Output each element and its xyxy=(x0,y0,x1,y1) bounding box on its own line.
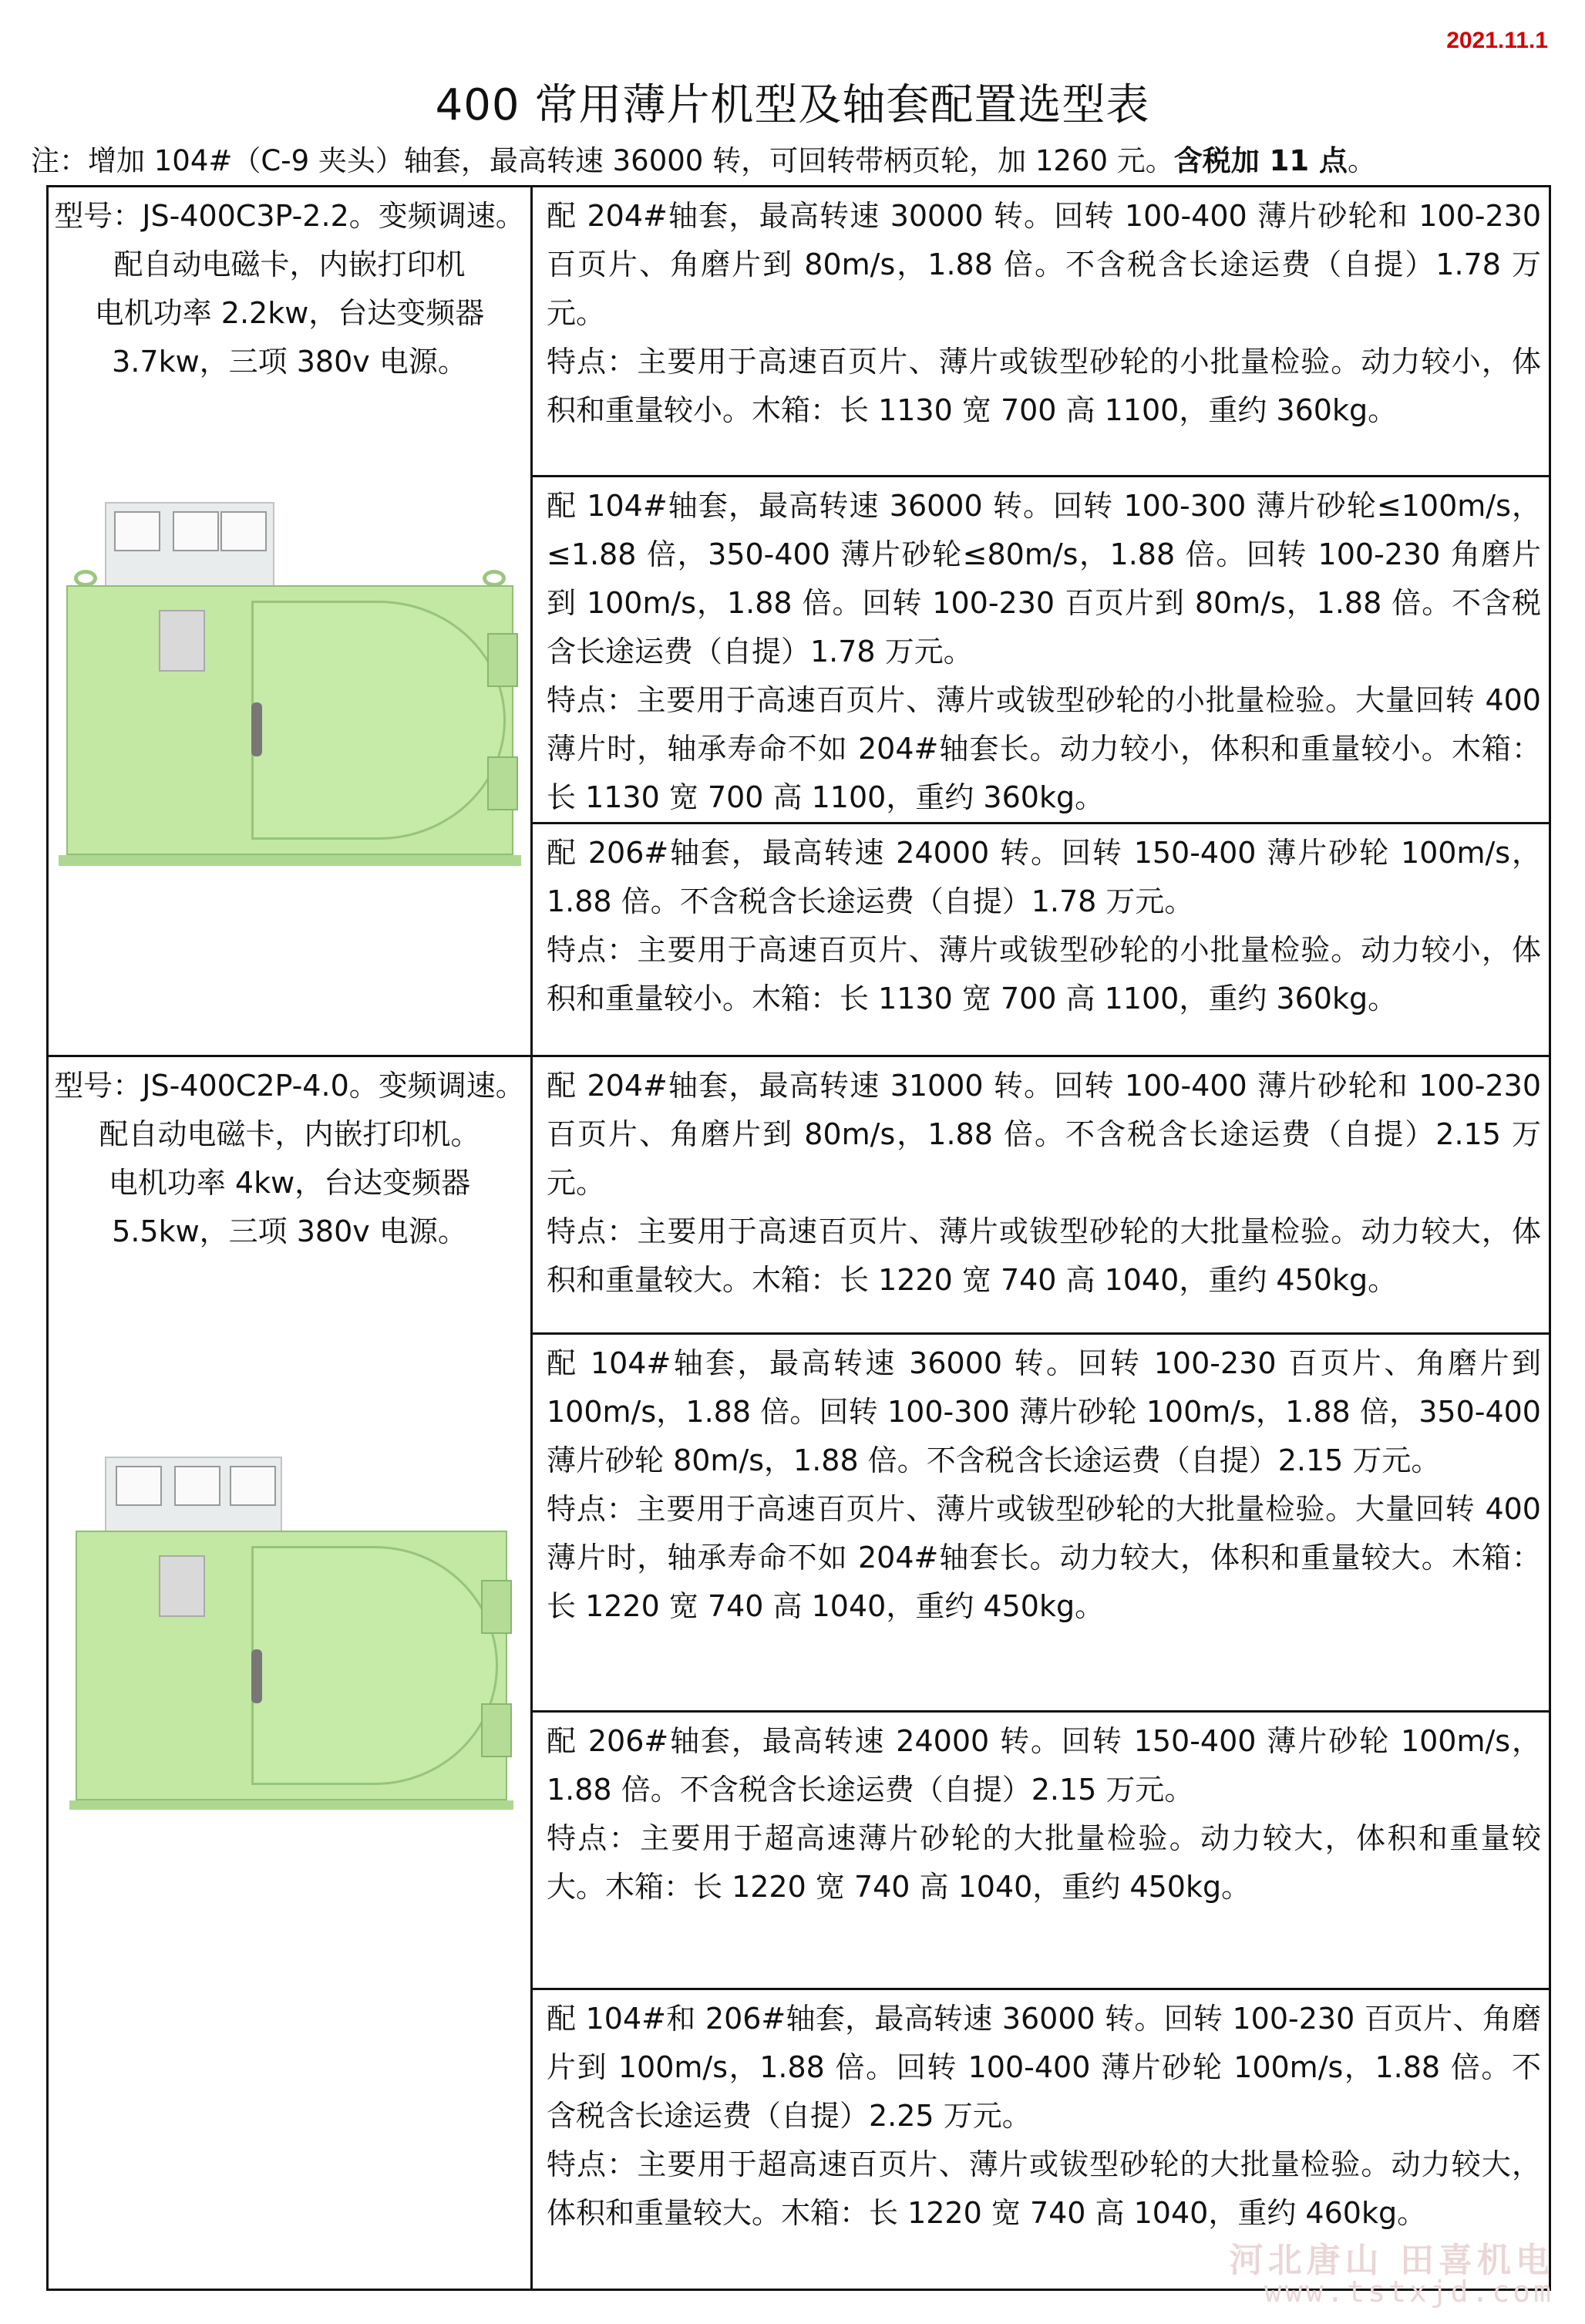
table-row xyxy=(48,1056,1550,1334)
company-watermark: 河北唐山 田喜机电 xyxy=(1229,2241,1554,2280)
model-cell-1 xyxy=(48,187,532,1056)
gauge-icon xyxy=(114,511,160,551)
price-note xyxy=(31,137,1565,179)
config-cell xyxy=(532,1334,1550,1712)
config-text: 配 104#和 206#轴套，最高转速 36000 转。回转 100-230 百页片、角磨片到 100m/s，1.88 倍。回转 100-400 薄片砂轮 100m/s，1.88 倍。不含税含长途运费（自提）2.25 万元。 特点：主要用于超高速百页片、薄片或钹型砂轮的大批量检验。动力较大，体积和重量较大。木箱：长 1220 宽 740 高 1040，重约 460kg。 xyxy=(547,2002,1541,2230)
url-watermark: www.tstxjd.com xyxy=(1264,2275,1554,2309)
handle-icon xyxy=(251,702,262,756)
model-spec-line: 5.5kw，三项 380v 电源。 xyxy=(112,1214,467,1248)
model-spec-line: 3.7kw，三项 380v 电源。 xyxy=(112,345,467,379)
model-spec xyxy=(49,1057,530,1256)
config-text: 配 104#轴套，最高转速 36000 转。回转 100-300 薄片砂轮≤100m/s，≤1.88 倍，350-400 薄片砂轮≤80m/s，1.88 倍。回转 100-230 角磨片到 100m/s，1.88 倍。回转 100-230 百页片到 80m/s，1.88 倍。不含税含长途运费（自提）1.78 万元。 特点：主要用于高速百页片、薄片或钹型砂轮的小批量检验。大量回转 400 薄片时，轴承寿命不如 204#轴套长。动力较小，体积和重量较小。木箱：长 1130 宽 700 高 1100，重约 360kg。 xyxy=(547,489,1541,814)
table-row xyxy=(48,187,1550,477)
note-text: 注：增加 104#（C-9 夹头）轴套，最高转速 36000 转，可回转带柄页轮，加 1260 元。 xyxy=(31,144,1174,177)
model-cell-2 xyxy=(48,1056,532,2290)
machine-photo xyxy=(59,502,521,918)
nameplate-icon xyxy=(159,610,205,672)
config-cell xyxy=(532,824,1550,1056)
config-text: 配 206#轴套，最高转速 24000 转。回转 150-400 薄片砂轮 100m/s，1.88 倍。不含税含长途运费（自提）2.15 万元。 特点：主要用于超高速薄片砂轮的大批量检验。动力较大，体积和重量较大。木箱：长 1220 宽 740 高 1040，重约 450kg。 xyxy=(547,1724,1541,1904)
model-spec xyxy=(49,187,530,386)
config-text: 配 206#轴套，最高转速 24000 转。回转 150-400 薄片砂轮 100m/s，1.88 倍。不含税含长途运费（自提）1.78 万元。 特点：主要用于高速百页片、薄片或钹型砂轮的小批量检验。动力较小，体积和重量较小。木箱：长 1130 宽 700 高 1100，重约 360kg。 xyxy=(547,836,1541,1015)
gauge-icon xyxy=(174,1466,220,1506)
config-cell xyxy=(532,1712,1550,1989)
config-cell xyxy=(532,477,1550,824)
note-tax-highlight: 含税加 11 点 xyxy=(1173,144,1348,177)
model-spec-line: 型号：JS-400C2P-4.0。变频调速。 xyxy=(54,1069,525,1103)
gauge-icon xyxy=(230,1466,276,1506)
note-end: 。 xyxy=(1348,144,1377,177)
nameplate-icon xyxy=(159,1555,205,1617)
model-spec-line: 配自动电磁卡，内嵌打印机。 xyxy=(99,1117,480,1151)
door-icon xyxy=(251,1546,498,1785)
model-spec-line: 配自动电磁卡，内嵌打印机 xyxy=(113,248,466,281)
gauge-icon xyxy=(173,511,219,551)
spec-table xyxy=(46,185,1551,2291)
config-text: 配 104#轴套，最高转速 36000 转。回转 100-230 百页片、角磨片到 100m/s，1.88 倍。回转 100-300 薄片砂轮 100m/s，1.88 倍，350-400 薄片砂轮 80m/s，1.88 倍。不含税含长途运费（自提）2.15 万元。 特点：主要用于高速百页片、薄片或钹型砂轮的大批量检验。大量回转 400 薄片时，轴承寿命不如 204#轴套长。动力较大，体积和重量较大。木箱：长 1220 宽 740 高 1040，重约 450kg。 xyxy=(547,1346,1541,1623)
gauge-icon xyxy=(220,511,267,551)
handle-icon xyxy=(251,1649,262,1703)
gauge-icon xyxy=(116,1466,162,1506)
config-text: 配 204#轴套，最高转速 30000 转。回转 100-400 薄片砂轮和 100-230 百页片、角磨片到 80m/s，1.88 倍。不含税含长途运费（自提）1.78 万元。 特点：主要用于高速百页片、薄片或钹型砂轮的小批量检验。动力较小，体积和重量较小。木箱：长 1130 宽 700 高 1100，重约 360kg。 xyxy=(547,199,1541,427)
model-spec-line: 型号：JS-400C3P-2.2。变频调速。 xyxy=(54,199,525,233)
config-text: 配 204#轴套，最高转速 31000 转。回转 100-400 薄片砂轮和 100-230 百页片、角磨片到 80m/s，1.88 倍。不含税含长途运费（自提）2.15 万元。 特点：主要用于高速百页片、薄片或钹型砂轮的大批量检验。动力较大，体积和重量较大。木箱：长 1220 宽 740 高 1040，重约 450kg。 xyxy=(547,1069,1541,1297)
config-cell xyxy=(532,187,1550,477)
door-icon xyxy=(251,601,506,840)
model-spec-line: 电机功率 4kw，台达变频器 xyxy=(108,1166,471,1200)
page-title: 400 常用薄片机型及轴套配置选型表 xyxy=(435,80,1150,130)
machine-photo xyxy=(59,1457,521,1819)
config-cell xyxy=(532,1056,1550,1334)
model-spec-line: 电机功率 2.2kw，台达变频器 xyxy=(94,296,485,330)
document-date: 2021.11.1 xyxy=(1446,28,1548,53)
